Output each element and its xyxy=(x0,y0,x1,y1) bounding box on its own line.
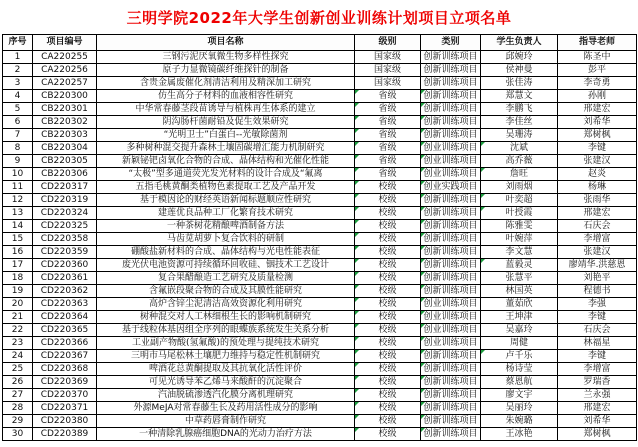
project-code-cell: CD220325 xyxy=(33,220,97,233)
student-leader-cell: 邱婉玲 xyxy=(481,51,558,64)
student-leader-cell: 周健 xyxy=(481,337,558,350)
advisor-cell: 李键 xyxy=(558,311,637,324)
project-code-cell: CB220300 xyxy=(33,90,97,103)
advisor-cell: 李强 xyxy=(558,298,637,311)
column-header-5: 学生负责人 xyxy=(481,35,558,51)
project-code-cell: CD220319 xyxy=(33,194,97,207)
category-cell: 创新训练项目 xyxy=(421,376,481,389)
category-cell: 创新训练项目 xyxy=(421,285,481,298)
level-cell: 校级 xyxy=(355,285,421,298)
advisor-cell: 邢建宏 xyxy=(558,103,637,116)
row-number-cell: 12 xyxy=(3,194,33,207)
category-cell: 创新训练项目 xyxy=(421,272,481,285)
advisor-cell: 林福星 xyxy=(558,337,637,350)
table-row xyxy=(3,428,637,441)
row-number-cell: 20 xyxy=(3,298,33,311)
table-row xyxy=(3,207,637,220)
row-number-cell: 10 xyxy=(3,168,33,181)
student-leader-cell: 林国英 xyxy=(481,285,558,298)
advisor-cell: 刘希华 xyxy=(558,415,637,428)
student-leader-cell: 张慧平 xyxy=(481,272,558,285)
student-leader-cell: 蓝毅灵 xyxy=(481,259,558,272)
advisor-cell: 陈圣中 xyxy=(558,51,637,64)
row-number-cell: 24 xyxy=(3,350,33,363)
project-name-cell: 基于线粒体基因组全序列的眼蝶族系统发生关系分析 xyxy=(97,324,355,337)
level-cell: 校级 xyxy=(355,246,421,259)
table-row xyxy=(3,77,637,90)
table-row xyxy=(3,246,637,259)
level-cell: 国家级 xyxy=(355,64,421,77)
student-leader-cell: 王坤津 xyxy=(481,311,558,324)
level-cell: 国家级 xyxy=(355,51,421,64)
row-number-cell: 6 xyxy=(3,116,33,129)
project-code-cell: CD220371 xyxy=(33,402,97,415)
project-name-cell: 三明市马尾松林土壤肥力维持与稳定性机制研究 xyxy=(97,350,355,363)
level-cell: 校级 xyxy=(355,324,421,337)
project-name-cell: 汽油脱硫渗透汽化膜分离机理研究 xyxy=(97,389,355,402)
category-cell: 创业训练项目 xyxy=(421,298,481,311)
student-leader-cell: 叶奕超 xyxy=(481,194,558,207)
advisor-cell: 李奇勇 xyxy=(558,77,637,90)
table-row xyxy=(3,311,637,324)
project-code-cell: CD220367 xyxy=(33,350,97,363)
level-cell: 校级 xyxy=(355,402,421,415)
row-number-cell: 17 xyxy=(3,259,33,272)
advisor-cell: 郑树枫 xyxy=(558,129,637,142)
row-number-cell: 26 xyxy=(3,376,33,389)
student-leader-cell: 吴嘉玲 xyxy=(481,324,558,337)
project-name-cell: 五指毛桃黄酮类植物色素提取工艺及产品开发 xyxy=(97,181,355,194)
table-row xyxy=(3,272,637,285)
project-name-cell: 复合果醋酿造工艺研究及质量检测 xyxy=(97,272,355,285)
project-name-cell: 啤酒花总黄酮提取及其抗氧化活性评价 xyxy=(97,363,355,376)
level-cell: 校级 xyxy=(355,311,421,324)
page-title: 三明学院2022年大学生创新创业训练计划项目立项名单 xyxy=(126,9,512,27)
table-row xyxy=(3,129,637,142)
category-cell: 创新训练项目 xyxy=(421,389,481,402)
table-row xyxy=(3,142,637,155)
advisor-cell: 程德书 xyxy=(558,285,637,298)
project-name-cell: 三钢污泥厌氧微生物多样性探究 xyxy=(97,51,355,64)
row-number-cell: 7 xyxy=(3,129,33,142)
advisor-cell: 彭平 xyxy=(558,64,637,77)
advisor-cell: 郑树枫 xyxy=(558,428,637,441)
category-cell: 创新训练项目 xyxy=(421,207,481,220)
category-cell: 创业训练项目 xyxy=(421,311,481,324)
project-name-cell: 多种树种混交提升森林土壤固碳增汇能力机制研究 xyxy=(97,142,355,155)
category-cell: 创新训练项目 xyxy=(421,103,481,116)
category-cell: 创新训练项目 xyxy=(421,64,481,77)
table-row xyxy=(3,376,637,389)
table-row xyxy=(3,259,637,272)
advisor-cell: 刘艳平 xyxy=(558,272,637,285)
student-leader-cell: 侯神曼 xyxy=(481,64,558,77)
table-row xyxy=(3,402,637,415)
student-leader-cell: 叶婉萍 xyxy=(481,233,558,246)
project-code-cell: CD220389 xyxy=(33,428,97,441)
project-name-cell: 新颖铋钯卤氧化合物的合成、晶体结构和光催化性能 xyxy=(97,155,355,168)
level-cell: 省级 xyxy=(355,116,421,129)
student-leader-cell: 王冰艳 xyxy=(481,428,558,441)
level-cell: 校级 xyxy=(355,194,421,207)
project-code-cell: CA220257 xyxy=(33,77,97,90)
row-number-cell: 3 xyxy=(3,77,33,90)
project-name-cell: 一种清除乳腺癌细胞DNA的光动力治疗方法 xyxy=(97,428,355,441)
level-cell: 校级 xyxy=(355,428,421,441)
project-name-cell: 高炉含锌尘泥清洁高效资源化利用研究 xyxy=(97,298,355,311)
level-cell: 省级 xyxy=(355,168,421,181)
row-number-cell: 23 xyxy=(3,337,33,350)
category-cell: 创新训练项目 xyxy=(421,363,481,376)
advisor-cell: 罗瑞香 xyxy=(558,376,637,389)
project-code-cell: CB220305 xyxy=(33,155,97,168)
row-number-cell: 8 xyxy=(3,142,33,155)
category-cell: 创新训练项目 xyxy=(421,116,481,129)
row-number-cell: 14 xyxy=(3,220,33,233)
student-leader-cell: 沈斌 xyxy=(481,142,558,155)
student-leader-cell: 李文慧 xyxy=(481,246,558,259)
project-code-cell: CD220366 xyxy=(33,337,97,350)
table-row xyxy=(3,363,637,376)
advisor-cell: 李键 xyxy=(558,142,637,155)
table-row xyxy=(3,350,637,363)
column-header-4: 类别 xyxy=(421,35,481,51)
level-cell: 校级 xyxy=(355,415,421,428)
row-number-cell: 15 xyxy=(3,233,33,246)
row-number-cell: 19 xyxy=(3,285,33,298)
level-cell: 校级 xyxy=(355,207,421,220)
advisor-cell: 张建汉 xyxy=(558,246,637,259)
project-code-cell: CD220370 xyxy=(33,389,97,402)
table-row xyxy=(3,415,637,428)
advisor-cell: 李增富 xyxy=(558,363,637,376)
column-header-0: 序号 xyxy=(3,35,33,51)
project-code-cell: CB220306 xyxy=(33,168,97,181)
row-number-cell: 29 xyxy=(3,415,33,428)
table-row xyxy=(3,51,637,64)
row-number-cell: 5 xyxy=(3,103,33,116)
category-cell: 创新训练项目 xyxy=(421,90,481,103)
category-cell: 创业训练项目 xyxy=(421,168,481,181)
student-leader-cell: 叶授霞 xyxy=(481,207,558,220)
project-code-cell: CD220317 xyxy=(33,181,97,194)
table-row xyxy=(3,233,637,246)
table-row xyxy=(3,168,637,181)
project-code-cell: CD220364 xyxy=(33,311,97,324)
row-number-cell: 1 xyxy=(3,51,33,64)
level-cell: 国家级 xyxy=(355,77,421,90)
advisor-cell: 李增富 xyxy=(558,233,637,246)
table-row xyxy=(3,389,637,402)
advisor-cell: 兰永强 xyxy=(558,389,637,402)
category-cell: 创新训练项目 xyxy=(421,220,481,233)
category-cell: 创新训练项目 xyxy=(421,428,481,441)
row-number-cell: 27 xyxy=(3,389,33,402)
project-name-cell: 含氟嵌段聚合物的合成及其膜性能研究 xyxy=(97,285,355,298)
row-number-cell: 28 xyxy=(3,402,33,415)
category-cell: 创业训练项目 xyxy=(421,324,481,337)
row-number-cell: 30 xyxy=(3,428,33,441)
row-number-cell: 16 xyxy=(3,246,33,259)
student-leader-cell: 朱婉璐 xyxy=(481,415,558,428)
level-cell: 省级 xyxy=(355,103,421,116)
student-leader-cell: 李鹏飞 xyxy=(481,103,558,116)
row-number-cell: 25 xyxy=(3,363,33,376)
table-row xyxy=(3,220,637,233)
project-name-cell: 马齿苋胡萝卜复合饮料的研制 xyxy=(97,233,355,246)
project-name-cell: 废光伏电池资源可持续循环回收硅、铟技术工艺设计 xyxy=(97,259,355,272)
category-cell: 创新训练项目 xyxy=(421,129,481,142)
project-code-cell: CD220368 xyxy=(33,363,97,376)
project-name-cell: 建莲优良品种工厂化繁育技术研究 xyxy=(97,207,355,220)
table-row xyxy=(3,181,637,194)
category-cell: 创新训练项目 xyxy=(421,194,481,207)
level-cell: 校级 xyxy=(355,220,421,233)
advisor-cell: 石庆会 xyxy=(558,324,637,337)
level-cell: 校级 xyxy=(355,376,421,389)
category-cell: 创业训练项目 xyxy=(421,142,481,155)
row-number-cell: 9 xyxy=(3,155,33,168)
project-name-cell: 中草药唇膏制作研究 xyxy=(97,415,355,428)
project-name-cell: 含贵金属废催化剂清洁利用及精深加工研究 xyxy=(97,77,355,90)
advisor-cell: 赵炎 xyxy=(558,168,637,181)
project-name-cell: 阴沟肠杆菌耐铅及促生效果研究 xyxy=(97,116,355,129)
project-code-cell: CD220362 xyxy=(33,285,97,298)
student-leader-cell: 陈雅雯 xyxy=(481,220,558,233)
advisor-cell: 邢建宏 xyxy=(558,402,637,415)
project-name-cell: 可见光诱导苯乙烯马来酸酐的沉淀聚合 xyxy=(97,376,355,389)
category-cell: 创新训练项目 xyxy=(421,77,481,90)
project-code-cell: CD220363 xyxy=(33,298,97,311)
advisor-cell: 杨琳 xyxy=(558,181,637,194)
project-code-cell: CA220255 xyxy=(33,51,97,64)
level-cell: 校级 xyxy=(355,350,421,363)
row-number-cell: 2 xyxy=(3,64,33,77)
project-name-cell: 树种混交对人工林细根生长的影响机制研究 xyxy=(97,311,355,324)
advisor-cell: 张雨华 xyxy=(558,194,637,207)
project-code-cell: CD220324 xyxy=(33,207,97,220)
row-number-cell: 11 xyxy=(3,181,33,194)
category-cell: 创新训练项目 xyxy=(421,51,481,64)
project-code-cell: CD220359 xyxy=(33,246,97,259)
category-cell: 创业训练项目 xyxy=(421,337,481,350)
table-row xyxy=(3,103,637,116)
project-code-cell: CA220256 xyxy=(33,64,97,77)
student-leader-cell: 廖文宇 xyxy=(481,389,558,402)
project-name-cell: “太极”型多通道荧光发光材料的设计合成及“氟离 xyxy=(97,168,355,181)
table-row xyxy=(3,64,637,77)
column-header-1: 项目编号 xyxy=(33,35,97,51)
project-code-cell: CD220361 xyxy=(33,272,97,285)
table-row xyxy=(3,324,637,337)
level-cell: 校级 xyxy=(355,259,421,272)
student-leader-cell: 董茹欣 xyxy=(481,298,558,311)
advisor-cell: 廖靖华.洪慈恩 xyxy=(558,259,637,272)
project-code-cell: CD220380 xyxy=(33,415,97,428)
category-cell: 创业实践项目 xyxy=(421,181,481,194)
category-cell: 创新训练项目 xyxy=(421,415,481,428)
level-cell: 省级 xyxy=(355,142,421,155)
student-leader-cell: 高乔薇 xyxy=(481,155,558,168)
project-code-cell: CB220304 xyxy=(33,142,97,155)
student-leader-cell: 卢千乐 xyxy=(481,350,558,363)
level-cell: 省级 xyxy=(355,90,421,103)
student-leader-cell: 杨诗莹 xyxy=(481,363,558,376)
level-cell: 校级 xyxy=(355,181,421,194)
table-row xyxy=(3,116,637,129)
project-name-cell: 硼酸盐新材料的合成、晶体结构与光电性能表征 xyxy=(97,246,355,259)
table-row xyxy=(3,194,637,207)
student-leader-cell: 郑慧文 xyxy=(481,90,558,103)
student-leader-cell: 李佳丝 xyxy=(481,116,558,129)
column-header-6: 指导老师 xyxy=(558,35,637,51)
project-name-cell: “光明卫士”白蛋白--光敏除菌剂 xyxy=(97,129,355,142)
project-name-cell: 一种茶树花精酿啤酒制备方法 xyxy=(97,220,355,233)
table-row xyxy=(3,285,637,298)
advisor-cell: 张建汉 xyxy=(558,155,637,168)
advisor-cell: 刘希华 xyxy=(558,116,637,129)
advisor-cell: 孙刚 xyxy=(558,90,637,103)
level-cell: 省级 xyxy=(355,129,421,142)
level-cell: 校级 xyxy=(355,389,421,402)
project-code-cell: CD220369 xyxy=(33,376,97,389)
row-number-cell: 22 xyxy=(3,324,33,337)
table-row xyxy=(3,155,637,168)
project-code-cell: CD220360 xyxy=(33,259,97,272)
level-cell: 校级 xyxy=(355,272,421,285)
column-header-3: 级别 xyxy=(355,35,421,51)
project-name-cell: 原子力显微镜碳纤维探针的制备 xyxy=(97,64,355,77)
column-header-2: 项目名称 xyxy=(97,35,355,51)
student-leader-cell: 刘雨烟 xyxy=(481,181,558,194)
row-number-cell: 4 xyxy=(3,90,33,103)
project-name-cell: 基于模因论的财经英语新闻标题顺应性研究 xyxy=(97,194,355,207)
project-name-cell: 中华常春藤茎段苗诱导与植株再生体系的建立 xyxy=(97,103,355,116)
row-number-cell: 18 xyxy=(3,272,33,285)
student-leader-cell: 蔡恩航 xyxy=(481,376,558,389)
project-code-cell: CB220302 xyxy=(33,116,97,129)
student-leader-cell: 吴珊涛 xyxy=(481,129,558,142)
student-leader-cell: 张佳涛 xyxy=(481,77,558,90)
table-row xyxy=(3,337,637,350)
student-leader-cell: 詹旺 xyxy=(481,168,558,181)
level-cell: 省级 xyxy=(355,155,421,168)
level-cell: 校级 xyxy=(355,363,421,376)
table-body xyxy=(3,51,637,441)
advisor-cell: 李键 xyxy=(558,350,637,363)
row-number-cell: 21 xyxy=(3,311,33,324)
project-code-cell: CB220303 xyxy=(33,129,97,142)
project-name-cell: 工业副产物酸(氢氟酸)的预处理与提纯技术研究 xyxy=(97,337,355,350)
project-code-cell: CD220358 xyxy=(33,233,97,246)
category-cell: 创新训练项目 xyxy=(421,350,481,363)
project-name-cell: 外源MeJA对常春藤生长及药用活性成分的影响 xyxy=(97,402,355,415)
advisor-cell: 石庆会 xyxy=(558,220,637,233)
table-row xyxy=(3,298,637,311)
table-row xyxy=(3,90,637,103)
project-table xyxy=(2,34,637,441)
level-cell: 校级 xyxy=(355,298,421,311)
category-cell: 创业训练项目 xyxy=(421,155,481,168)
project-code-cell: CD220365 xyxy=(33,324,97,337)
row-number-cell: 13 xyxy=(3,207,33,220)
category-cell: 创新训练项目 xyxy=(421,402,481,415)
advisor-cell: 邢建宏 xyxy=(558,207,637,220)
category-cell: 创新训练项目 xyxy=(421,259,481,272)
category-cell: 创新训练项目 xyxy=(421,233,481,246)
project-name-cell: 仿生高分子材料的血液相容性研究 xyxy=(97,90,355,103)
category-cell: 创新训练项目 xyxy=(421,246,481,259)
table-header-row xyxy=(3,35,637,51)
level-cell: 校级 xyxy=(355,233,421,246)
level-cell: 校级 xyxy=(355,337,421,350)
project-code-cell: CB220301 xyxy=(33,103,97,116)
student-leader-cell: 吴丽玲 xyxy=(481,402,558,415)
